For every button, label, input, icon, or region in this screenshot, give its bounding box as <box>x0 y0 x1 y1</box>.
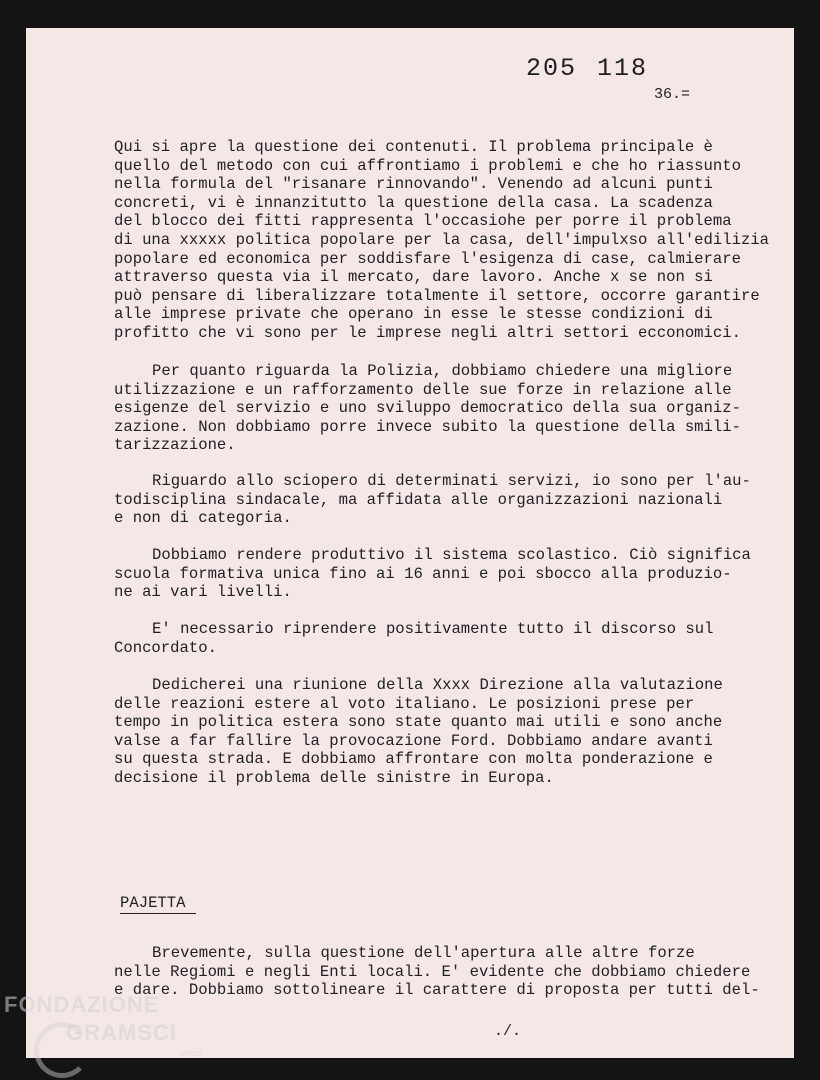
paragraph-scuola <box>114 546 794 602</box>
text-line: quello del metodo con cui affrontiamo i problemi e che ho riassunto <box>114 156 741 175</box>
text-line: delle reazioni estere al voto italiano. Le posizioni prese per <box>114 694 695 713</box>
text-line: esigenze del servizio e uno sviluppo democratico della sua organiz- <box>114 399 741 418</box>
text-line: E' necessario riprendere positivamente tutto il discorso sul <box>152 620 714 638</box>
text-line: Riguardo allo sciopero di determinati servizi, io sono per l'au- <box>152 472 751 490</box>
text-line: del blocco dei fitti rappresenta l'occasiohe per porre il problema <box>114 212 732 231</box>
speaker-name: PAJETTA <box>120 894 196 914</box>
text-line: utilizzazione e un rafforzamento delle sue forze in relazione alle <box>114 380 732 399</box>
watermark-line2: GRAMSCI <box>66 1020 177 1045</box>
text-line: todisciplina sindacale, ma affidata alle organizzazioni nazionali <box>114 490 723 509</box>
text-line: Per quanto riguarda la Polizia, dobbiamo chiedere una migliore <box>152 362 733 380</box>
text-line: decisione il problema delle sinistre in Europa. <box>114 768 554 787</box>
text-line: concreti, vi è innanzitutto la questione della casa. La scadenza <box>114 193 713 212</box>
text-line: scuola formativa unica fino ai 16 anni e poi sbocco alla produzio- <box>114 564 732 583</box>
text-line: zazione. Non dobbiamo porre invece subito la questione della smili- <box>114 417 741 436</box>
archive-number-2: 118 <box>597 54 649 83</box>
text-line: può pensare di liberalizzare totalmente il settore, occorre garantire <box>114 286 760 305</box>
paragraph-polizia <box>114 362 794 455</box>
text-line: Dedicherei una riunione della Xxxx Direzione alla valutazione <box>152 676 723 694</box>
text-line: e non di categoria. <box>114 509 292 528</box>
text-line: Dobbiamo rendere produttivo il sistema scolastico. Ciò significa <box>152 546 751 564</box>
text-line: attraverso questa via il mercato, dare lavoro. Anche x se non si <box>114 268 713 287</box>
text-line: profitto che vi sono per le imprese negli altri settori ecconomici. <box>114 323 741 342</box>
paragraph-casa <box>114 138 794 343</box>
text-line: tempo in politica estera sono state quanto mai utili e sono anche <box>114 713 723 732</box>
watermark-line3: onlus <box>180 1048 202 1058</box>
text-line: valse a far fallire la provocazione Ford. Dobbiamo andare avanti <box>114 731 713 750</box>
continuation-mark: ./. <box>494 1023 522 1040</box>
text-line: nella formula del "risanare rinnovando". Venendo ad alcuni punti <box>114 175 713 194</box>
paragraph-pajetta <box>114 944 794 1000</box>
gramsci-logo-icon <box>34 1022 90 1078</box>
text-line: di una xxxxx politica popolare per la casa, dell'impulxso all'edilizia <box>114 230 770 249</box>
text-line: nelle Regiomi e negli Enti locali. E' evidente che dobbiamo chiedere <box>114 962 751 981</box>
paragraph-concordato <box>114 620 794 657</box>
paragraph-direzione <box>114 676 794 788</box>
text-line: tarizzazione. <box>114 436 236 455</box>
text-line: alle imprese private che operano in esse le stesse condizioni di <box>114 305 713 324</box>
fondazione-gramsci-watermark <box>4 992 202 1058</box>
document-page <box>26 28 794 1058</box>
archive-number <box>526 54 668 83</box>
text-line: Concordato. <box>114 638 217 657</box>
text-line: ne ai vari livelli. <box>114 583 292 602</box>
text-line: Brevemente, sulla questione dell'apertura alle altre forze <box>152 944 695 962</box>
paragraph-sciopero <box>114 472 794 528</box>
text-line: popolare ed economica per soddisfare l'esigenza di case, calmierare <box>114 249 741 268</box>
text-line: e dare. Dobbiamo sottolineare il carattere di proposta per tutti del- <box>114 981 760 1000</box>
archive-number-1: 205 <box>526 54 578 83</box>
text-line: su questa strada. E dobbiamo affrontare con molta ponderazione e <box>114 750 713 769</box>
watermark-line1: FONDAZIONE <box>4 992 160 1017</box>
page-number: 36.= <box>654 86 691 103</box>
text-line: Qui si apre la questione dei contenuti. Il problema principale è <box>114 138 713 156</box>
